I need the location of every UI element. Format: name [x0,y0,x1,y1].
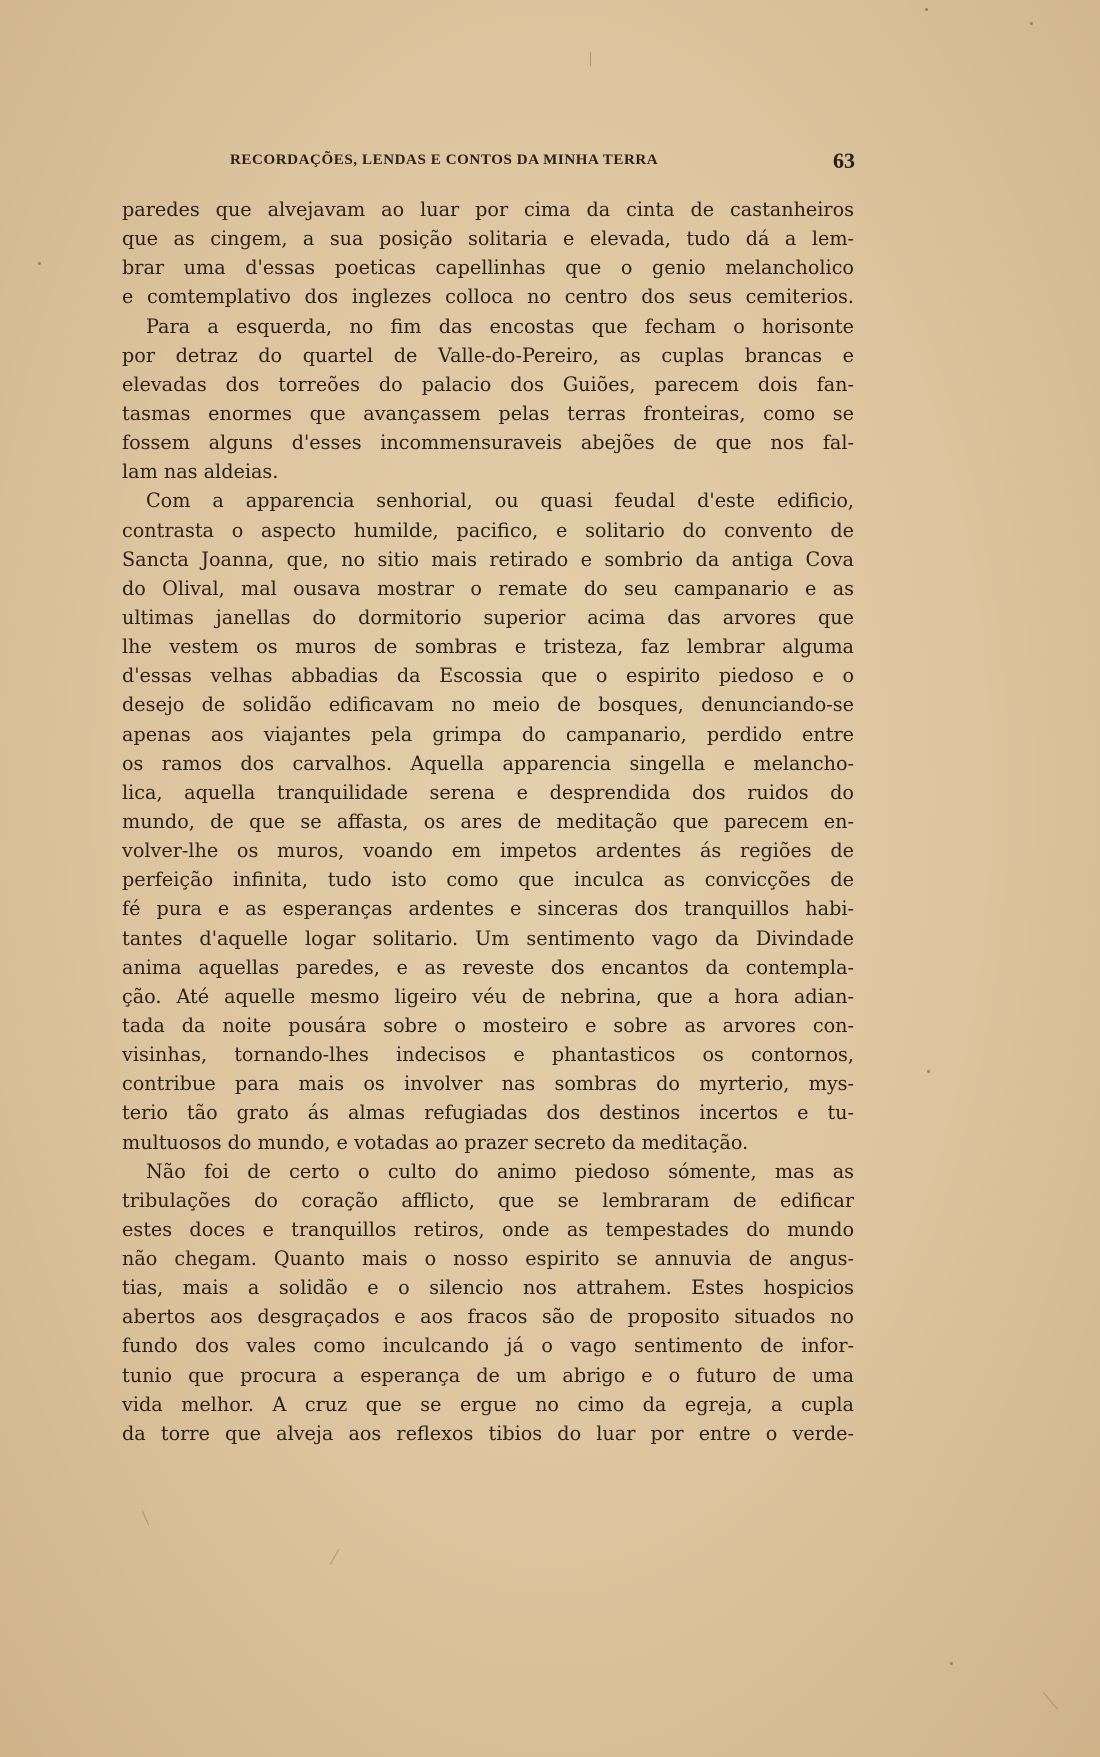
paper-scratch [590,52,591,66]
text-line: tasmas enormes que avançassem pelas terras fronteiras, como se [122,401,854,425]
text-line: tribulações do coração afflicto, que se lembraram de edificar [122,1188,854,1212]
page-number: 63 [833,148,855,173]
text-line: d'essas velhas abbadias da Escossia que o espirito piedoso e o [122,664,854,688]
paper-scratch [330,1549,340,1565]
text-line: vida melhor. A cruz que se ergue no cimo da egreja, a cupla [122,1392,854,1416]
text-line: tias, mais a solidão e o silencio nos attrahem. Estes hospicios [122,1276,854,1300]
text-line: abertos aos desgraçados e aos fracos são de proposito situados no [122,1305,854,1329]
text-line: por detraz do quartel de Valle-do-Pereiro, as cuplas brancas e [122,343,854,367]
text-line: ção. Até aquelle mesmo ligeiro véu de nebrina, que a hora adian- [122,984,854,1008]
text-line: paredes que alvejavam ao luar por cima da cinta de castanheiros [122,198,854,221]
text-line: fundo dos vales como inculcando já o vago sentimento de infor- [122,1334,854,1358]
text-line: perfeição infinita, tudo isto como que inculca as convicções de [122,868,854,892]
paper-scratch [1043,1692,1058,1709]
text-line: tunio que procura a esperança de um abrigo e o futuro de uma [122,1363,854,1387]
text-line: Para a esquerda, no fim das encostas que fecham o horisonte [146,314,854,338]
running-head [120,150,855,176]
text-line: ultimas janellas do dormitorio superior acima das arvores que [122,605,854,629]
body-text [122,195,854,1448]
running-title: RECORDAÇÕES, LENDAS E CONTOS DA MINHA TERRA [230,152,659,168]
text-line: Sancta Joanna, que, no sitio mais retirado e sombrio da antiga Cova [122,547,854,571]
paper-speck [950,1662,953,1665]
paper-speck [1030,22,1033,25]
text-line: brar uma d'essas poeticas capellinhas que o genio melancholico [122,256,854,280]
text-line: multuosos do mundo, e votadas ao prazer secreto da meditação. [122,1130,749,1154]
text-line: terio tão grato ás almas refugiadas dos destinos incertos e tu- [122,1101,854,1125]
text-line: volver-lhe os muros, voando em impetos ardentes ás regiões de [122,839,854,863]
text-line: anima aquellas paredes, e as reveste dos encantos da contempla- [122,955,854,979]
text-line: não chegam. Quanto mais o nosso espirito se annuvia de angus- [122,1247,854,1271]
paper-speck [927,1070,930,1073]
text-line: estes doces e tranquillos retiros, onde as tempestades do mundo [122,1217,854,1241]
text-line: elevadas dos torreões do palacio dos Guiões, parecem dois fan- [122,372,854,396]
text-line: do Olival, mal ousava mostrar o remate do seu campanario e as [122,576,854,600]
text-line: desejo de solidão edificavam no meio de bosques, denunciando-se [122,693,854,717]
paper-scratch [142,1511,150,1526]
text-line: contrasta o aspecto humilde, pacifico, e solitario do convento de [122,518,854,542]
paper-speck [38,262,41,265]
text-line: fé pura e as esperanças ardentes e sinceras dos tranquillos habi- [122,897,854,921]
text-line: tantes d'aquelle logar solitario. Um sentimento vago da Divindade [122,926,854,950]
text-line: contribue para mais os involver nas sombras do myrterio, mys- [122,1072,854,1096]
text-line: apenas aos viajantes pela grimpa do campanario, perdido entre [122,722,854,746]
text-line: mundo, de que se affasta, os ares de meditação que parecem en- [122,809,854,833]
text-line: lhe vestem os muros de sombras e tristeza, faz lembrar alguma [122,635,854,659]
text-line: Com a apparencia senhorial, ou quasi feudal d'este edificio, [146,489,854,513]
text-line: que as cingem, a sua posição solitaria e elevada, tudo dá a lem- [122,227,854,251]
text-line: visinhas, tornando-lhes indecisos e phantasticos os contornos, [122,1043,854,1067]
text-line: os ramos dos carvalhos. Aquella apparencia singella e melancho- [122,751,854,775]
text-line: tada da noite pousára sobre o mosteiro e sobre as arvores con- [122,1013,854,1037]
text-line: lica, aquella tranquilidade serena e desprendida dos ruidos do [122,780,854,804]
text-line: lam nas aldeias. [122,460,279,484]
text-line: Não foi de certo o culto do animo piedoso sómente, mas as [146,1159,854,1183]
text-line: fossem alguns d'esses incommensuraveis abejões de que nos fal- [122,431,854,455]
paper-speck [925,8,928,11]
text-line: da torre que alveja aos reflexos tibios do luar por entre o verde- [122,1421,854,1445]
text-line: e comtemplativo dos inglezes colloca no centro dos seus cemiterios. [122,285,854,309]
